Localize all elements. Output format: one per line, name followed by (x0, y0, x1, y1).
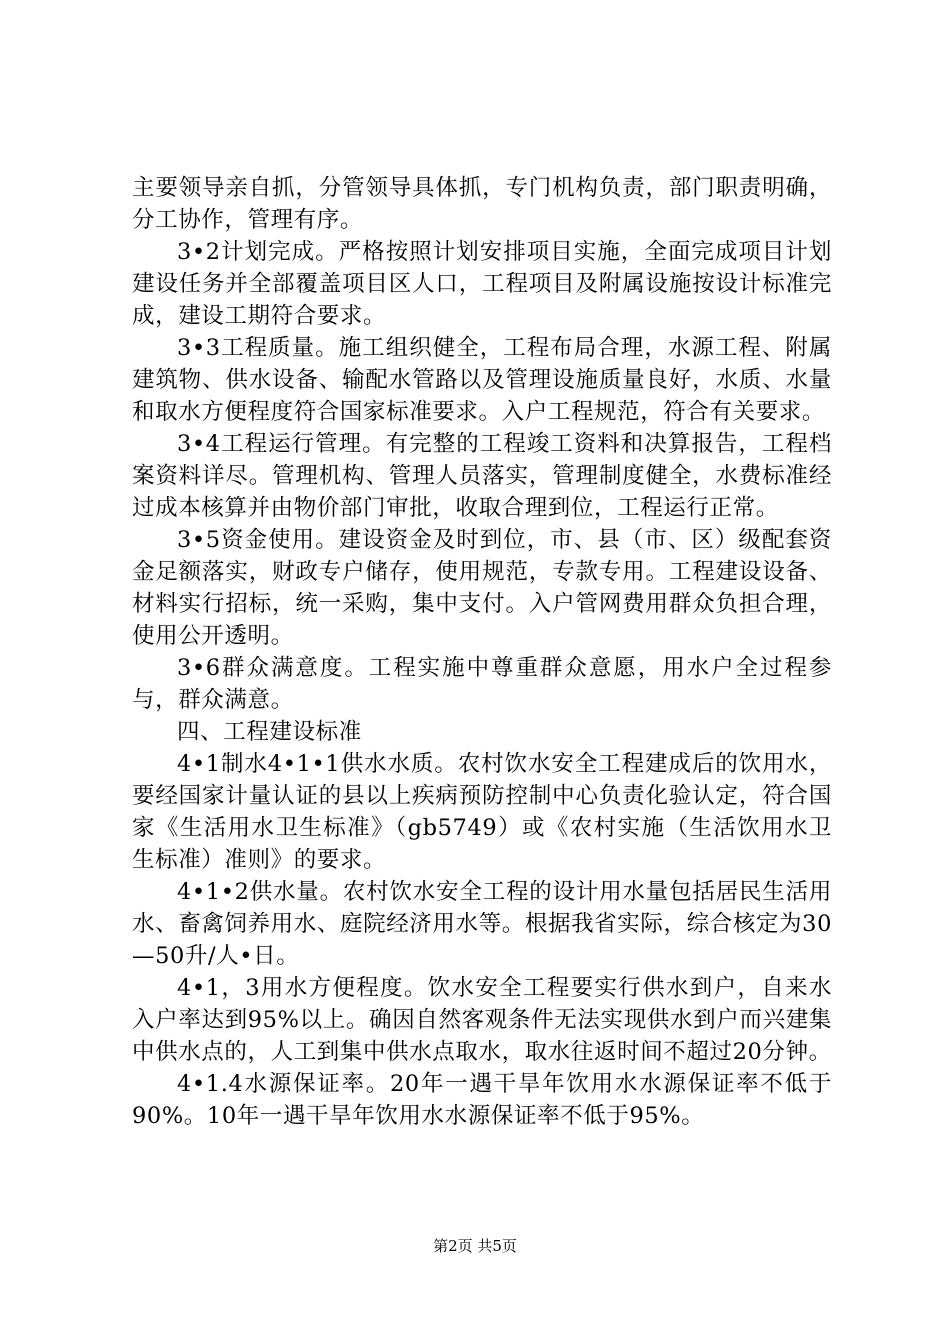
paragraph-4-1-1: 4•1制水4•1•1供水水质。农村饮水安全工程建成后的饮用水，要经国家计量认证的县以上疾病预防控制中心负责化验认定，符合国家《生活用水卫生标准》（gb5749）或《农村实施（生活饮用水卫生标准）准则》的要求。 (132, 751, 832, 873)
document-body (132, 172, 832, 1132)
paragraph-3-5: 3•5资金使用。建设资金及时到位，市、县（市、区）级配套资金足额落实，财政专户储存，使用规范，专款专用。工程建设设备、材料实行招标，统一采购，集中支付。入户管网费用群众负担合理，使用公开透明。 (132, 527, 832, 649)
paragraph-3-6: 3•6群众满意度。工程实施中尊重群众意愿，用水户全过程参与，群众满意。 (132, 655, 832, 713)
paragraph-3-2: 3•2计划完成。严格按照计划安排项目实施，全面完成项目计划建设任务并全部覆盖项目区人口，工程项目及附属设施按设计标准完成，建设工期符合要求。 (132, 239, 832, 329)
section-heading-4: 四、工程建设标准 (177, 719, 362, 745)
paragraph-3-4: 3•4工程运行管理。有完整的工程竣工资料和决算报告，工程档案资料详尽。管理机构、管理人员落实，管理制度健全，水费标准经过成本核算并由物价部门审批，收取合理到位，工程运行正常。 (132, 431, 832, 521)
paragraph-4-1-2: 4•1•2供水量。农村饮水安全工程的设计用水量包括居民生活用水、畜禽饲养用水、庭院经济用水等。根据我省实际，综合核定为30—50升/人•日。 (132, 879, 832, 969)
paragraph-4-1-4: 4•1.4水源保证率。20年一遇干旱年饮用水水源保证率不低于90%。10年一遇干旱年饮用水水源保证率不低于95%。 (132, 1071, 832, 1129)
paragraph-4-1-3: 4•1，3用水方便程度。饮水安全工程要实行供水到户，自来水入户率达到95%以上。确因自然客观条件无法实现供水到户而兴建集中供水点的，人工到集中供水点取水，取水往返时间不超过20分钟。 (132, 975, 832, 1065)
paragraph-continuation: 主要领导亲自抓，分管领导具体抓，专门机构负责，部门职责明确，分工协作，管理有序。 (132, 175, 832, 233)
page-number-footer: 第2页 共5页 (433, 1237, 517, 1255)
paragraph-3-3: 3•3工程质量。施工组织健全，工程布局合理，水源工程、附属建筑物、供水设备、输配水管路以及管理设施质量良好，水质、水量和取水方便程度符合国家标准要求。入户工程规范，符合有关要求。 (132, 335, 832, 425)
